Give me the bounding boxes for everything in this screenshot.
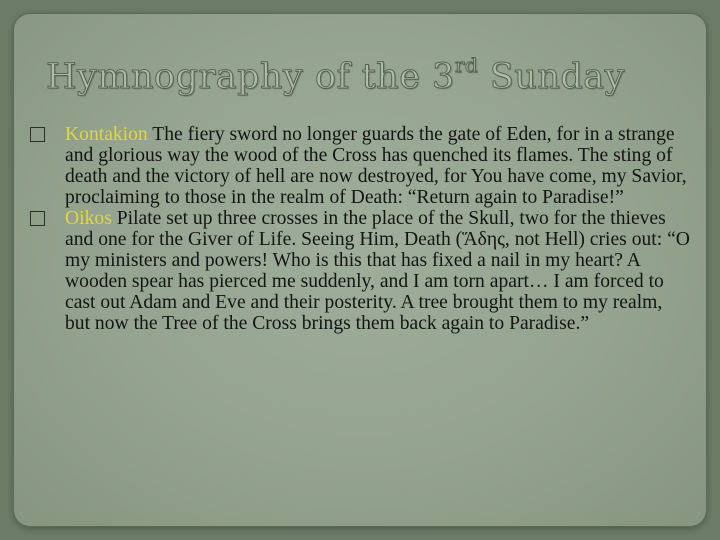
paragraph-kontakion <box>30 124 690 208</box>
slide-content <box>30 124 690 334</box>
title-main: Hymnography of the 3 <box>46 57 455 97</box>
slide-title <box>46 53 625 98</box>
hollow-square-bullet-icon <box>30 127 45 142</box>
paragraph-oikos <box>30 208 690 334</box>
paragraph-text: The fiery sword no longer guards the gate of Eden, for in a strange and glorious way the wood of the Cross has quenched its flames. The sting of death and the victory of hell are now destroyed, for You have come, my Savior, proclaiming to those in the realm of Death: “Return again to Paradise!” <box>65 124 687 208</box>
title-end: Sunday <box>478 57 625 97</box>
paragraph-text: Pilate set up three crosses in the place of the Skull, two for the thieves and one for the Giver of Life. Seeing Him, Death (Ἅδης, not Hell) cries out: “O my ministers and powers! Who is this that has fixed a nail in my heart? A wooden spear has pierced me suddenly, and I am torn apart… I am forced to cast out Adam and Eve and their posterity. A tree brought them to my realm, but now the Tree of the Cross brings them back again to Paradise.” <box>65 208 690 334</box>
hollow-square-bullet-icon <box>30 211 45 226</box>
term-oikos: Oikos <box>65 208 112 229</box>
title-superscript: rd <box>454 53 479 77</box>
term-kontakion: Kontakion <box>65 124 148 145</box>
